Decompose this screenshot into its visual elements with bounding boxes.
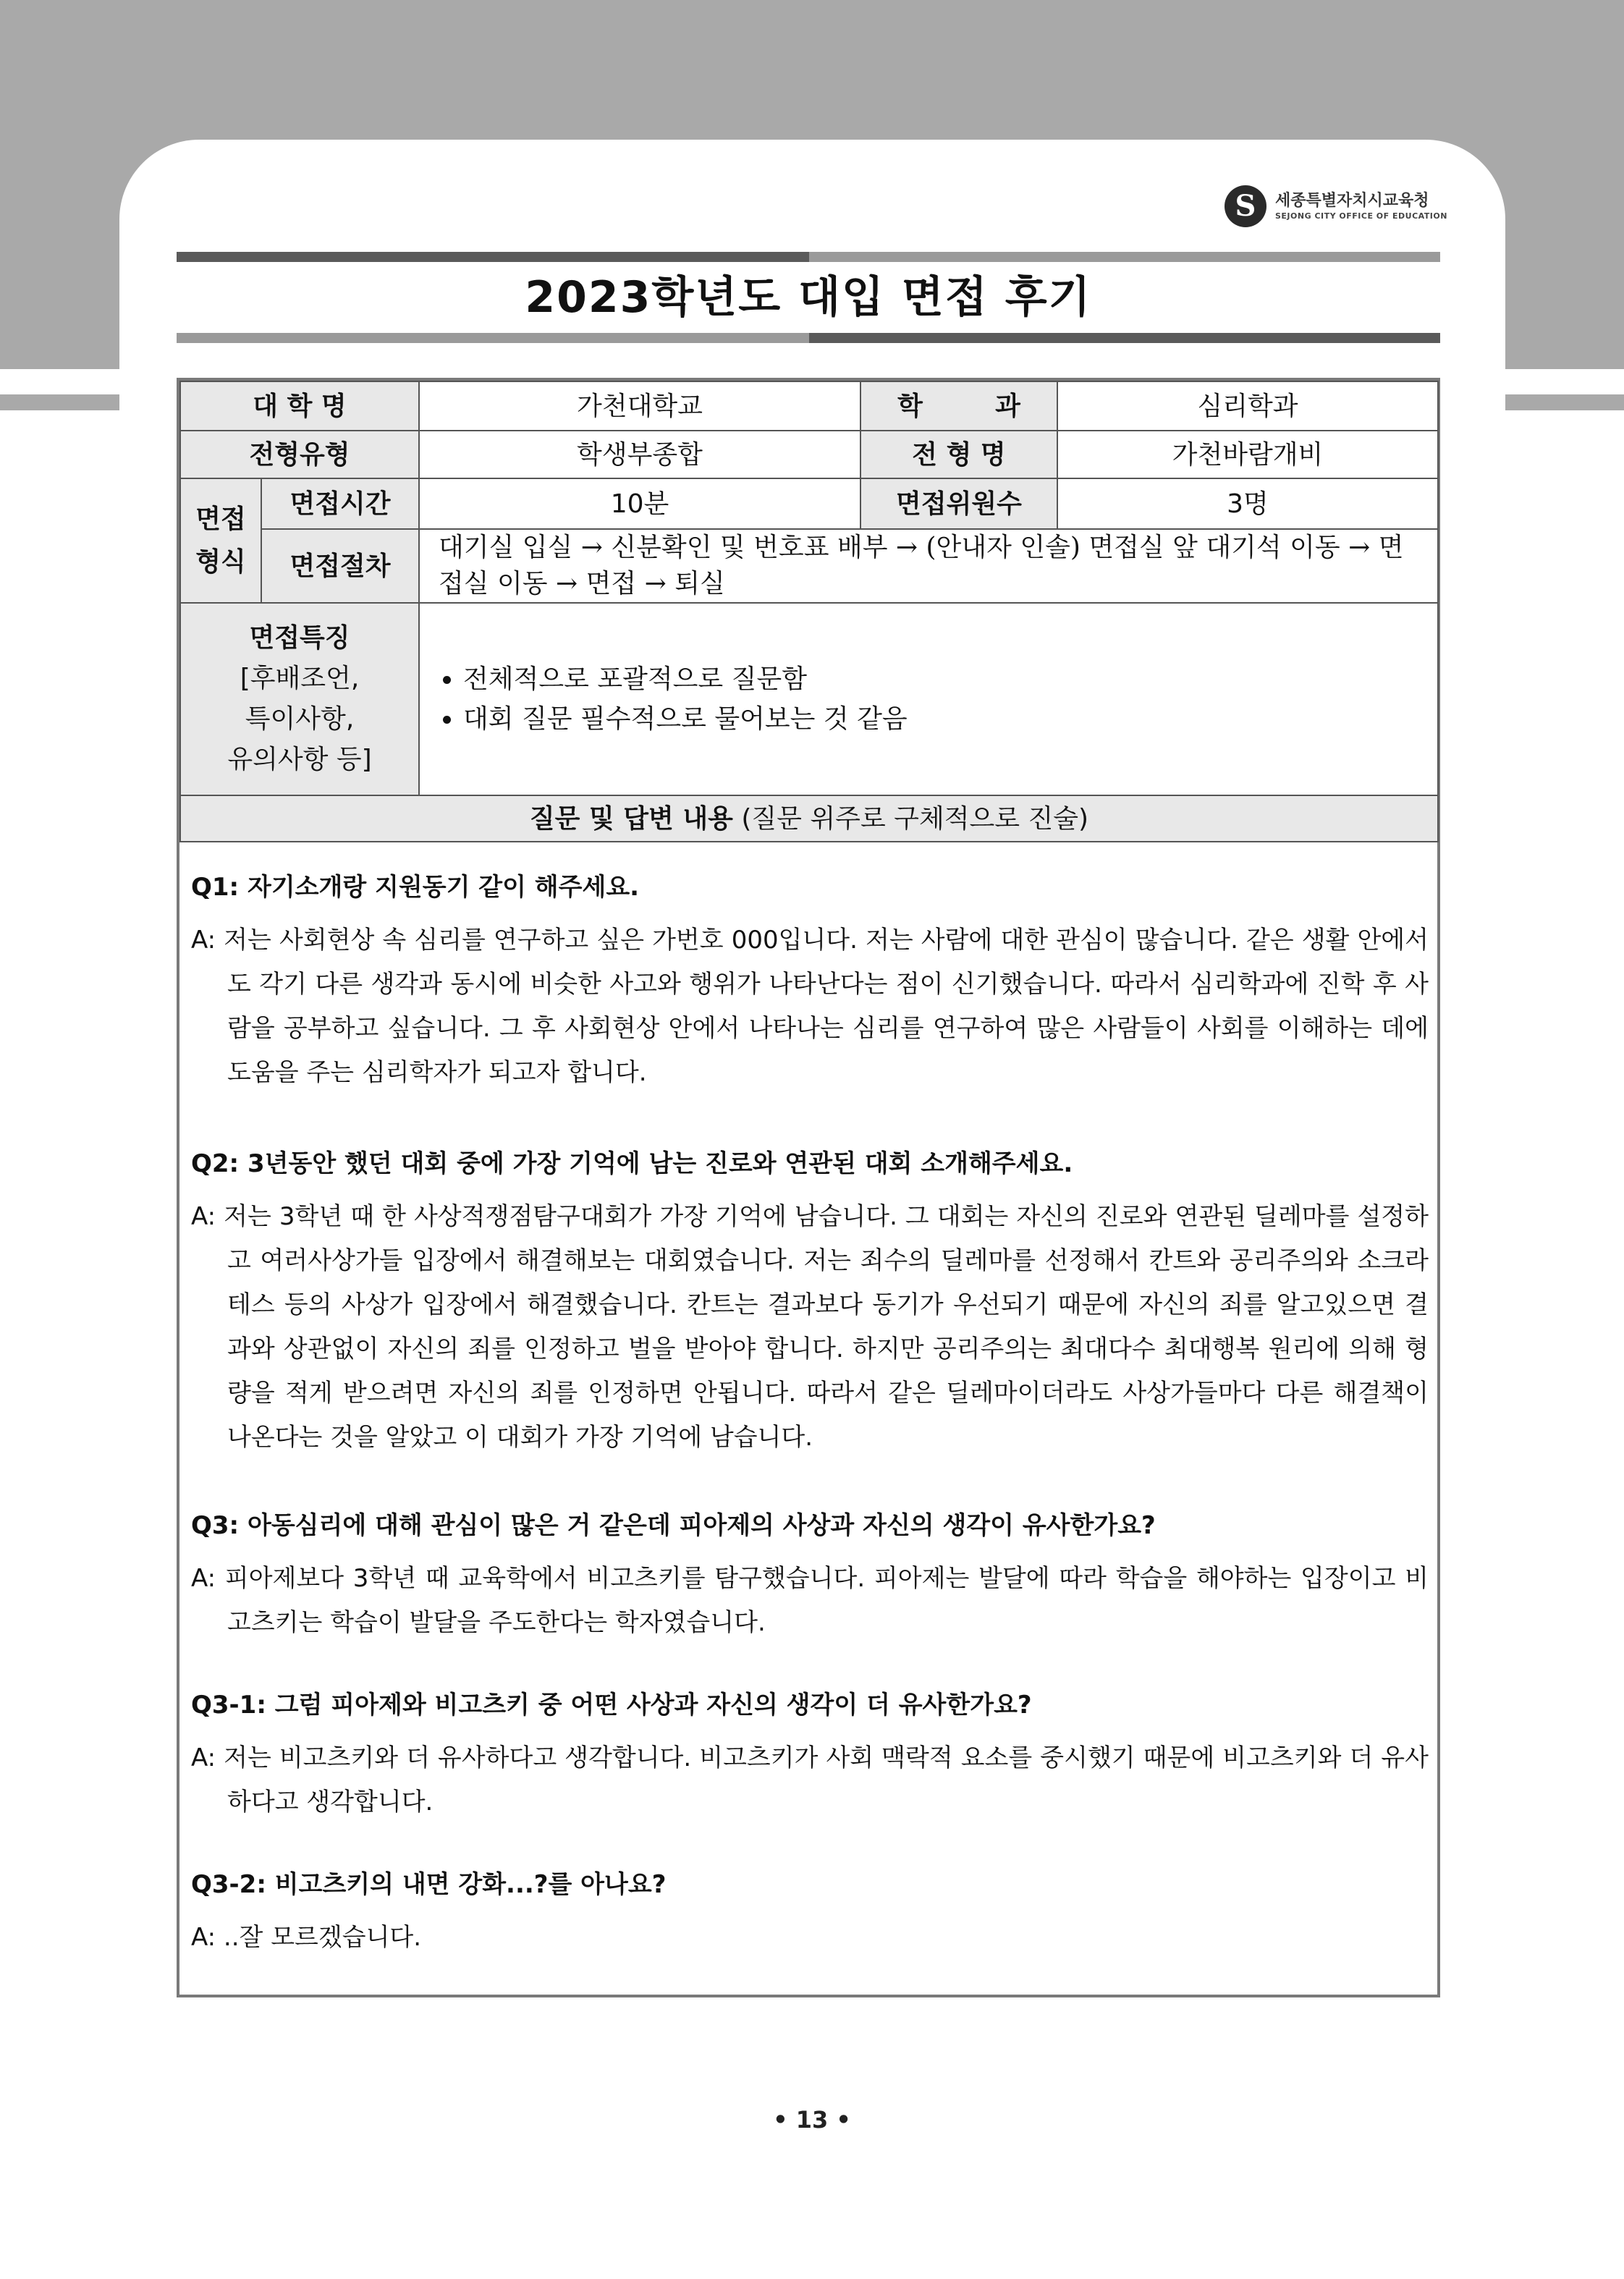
row-features xyxy=(180,603,1438,795)
qa-item-4 xyxy=(191,1685,1429,1825)
row-interview-time xyxy=(180,478,1438,529)
features-label-line1: 면접특징 xyxy=(249,623,350,653)
format-label-line1: 면접 xyxy=(195,504,246,534)
question-4: Q3-1: 그럼 피아제와 비고츠키 중 어떤 사상과 자신의 생각이 더 유사한가요? xyxy=(191,1691,1032,1720)
department-label: 학 과 xyxy=(860,381,1057,431)
answer-2: A: 저는 3학년 때 한 사상적쟁점탐구대회가 가장 기억에 남습니다. 그 대회는 자신의 진로와 연관된 딜레마를 설정하고 여러사상가들 입장에서 해결해보는 대회였습니다. 저는 죄수의 딜레마를 선정해서 칸트와 공리주의와 소크라테스 등의 사상가 입장에서 해결했습니다. 칸트는 결과보다 동기가 우선되기 때문에 자신의 죄를 알고있으면 결과와 상관없이 자신의 죄를 인정하고 벌을 받아야 합니다. 하지만 공리주의는 최대다수 최대행복 원리에 의해 형량을 적게 받으려면 자신의 죄를 인정하면 안됩니다. 따라서 같은 딜레마이더라도 사상가들마다 다른 해결책이 나온다는 것을 알았고 이 대회가 가장 기억에 남습니다. xyxy=(191,1202,1429,1452)
answer-4: A: 저는 비고츠키와 더 유사하다고 생각합니다. 비고츠키가 사회 맥락적 요소를 중시했기 때문에 비고츠키와 더 유사하다고 생각합니다. xyxy=(191,1743,1429,1817)
page-title: 2023학년도 대입 면접 후기 xyxy=(525,272,1092,323)
features-label-line4: 유의사항 등] xyxy=(227,745,372,774)
row-university xyxy=(180,381,1438,431)
features-list xyxy=(420,663,1437,735)
qa-header-bold: 질문 및 답변 내용 xyxy=(529,803,733,834)
right-side-rule xyxy=(1505,394,1624,410)
procedure-label: 면접절차 xyxy=(261,529,419,603)
qa-item-1 xyxy=(191,867,1429,1095)
sejong-emblem-icon: S xyxy=(1225,185,1266,227)
university-label: 대 학 명 xyxy=(180,381,419,431)
format-label xyxy=(180,478,261,603)
interviewers-label: 면접위원수 xyxy=(860,478,1057,529)
page-number: • 13 • xyxy=(773,2106,851,2134)
qa-header-rest: (질문 위주로 구체적으로 진술) xyxy=(732,803,1089,834)
qa-item-2 xyxy=(191,1143,1429,1460)
row-procedure xyxy=(180,529,1438,603)
features-value xyxy=(419,603,1438,795)
qa-item-3 xyxy=(191,1505,1429,1645)
admission-name-value: 가천바람개비 xyxy=(1057,431,1438,478)
answer-3: A: 피아제보다 3학년 때 교육학에서 비고츠키를 탐구했습니다. 피아제는 발달에 따라 학습을 해야하는 입장이고 비고츠키는 학습이 발달을 주도한다는 학자였습니다. xyxy=(191,1564,1429,1637)
row-qa-header xyxy=(180,795,1438,842)
question-3: Q3: 아동심리에 대해 관심이 많은 거 같은데 피아제의 사상과 자신의 생각이 유사한가요? xyxy=(191,1511,1156,1540)
format-label-line2: 형식 xyxy=(195,547,246,577)
features-label-line2: [후배조언, xyxy=(240,664,360,693)
admission-name-label: 전 형 명 xyxy=(860,431,1057,478)
procedure-value: 대기실 입실 → 신분확인 및 번호표 배부 → (안내자 인솔) 면접실 앞 대기석 이동 → 면접실 이동 → 면접 → 퇴실 xyxy=(419,529,1438,603)
sejong-education-logo xyxy=(1225,185,1449,230)
logo-name-korean: 세종특별자치시교육청 xyxy=(1275,192,1429,210)
qa-section-header xyxy=(180,795,1438,842)
features-label-line3: 특이사항, xyxy=(245,704,355,734)
answer-5: A: ..잘 모르겠습니다. xyxy=(191,1923,422,1952)
time-value: 10분 xyxy=(419,478,860,529)
department-value: 심리학과 xyxy=(1057,381,1438,431)
features-label xyxy=(180,603,419,795)
answer-1: A: 저는 사회현상 속 심리를 연구하고 싶은 가번호 000입니다. 저는 사람에 대한 관심이 많습니다. 같은 생활 안에서도 각기 다른 생각과 동시에 비슷한 사고와 행위가 나타난다는 점이 신기했습니다. 따라서 심리학과에 진학 후 사람을 공부하고 싶습니다. 그 후 사회현상 안에서 나타나는 심리를 연구하여 많은 사람들이 사회를 이해하는 데에 도움을 주는 심리학자가 되고자 합니다. xyxy=(191,926,1429,1087)
row-admission xyxy=(180,431,1438,478)
qa-item-5 xyxy=(191,1864,1429,1960)
title-rule-bottom-light xyxy=(177,333,809,343)
title-rule-top-dark xyxy=(177,252,809,262)
logo-name-english: SEJONG CITY OFFICE OF EDUCATION xyxy=(1275,211,1447,221)
question-2: Q2: 3년동안 했던 대회 중에 가장 기억에 남는 진로와 연관된 대회 소개해주세요. xyxy=(191,1149,1073,1178)
admission-type-label: 전형유형 xyxy=(180,431,419,478)
left-side-rule xyxy=(0,394,119,410)
question-1: Q1: 자기소개랑 지원동기 같이 해주세요. xyxy=(191,873,640,902)
time-label: 면접시간 xyxy=(261,478,419,529)
feature-item: • 전체적으로 포괄적으로 질문함 xyxy=(463,663,1437,695)
title-rule-top-light xyxy=(809,252,1440,262)
university-value: 가천대학교 xyxy=(419,381,860,431)
interviewers-value: 3명 xyxy=(1057,478,1438,529)
admission-type-value: 학생부종합 xyxy=(419,431,860,478)
title-rule-bottom-dark xyxy=(809,333,1440,343)
interview-info-table xyxy=(179,381,1439,842)
question-5: Q3-2: 비고츠키의 내면 강화...?를 아나요? xyxy=(191,1870,667,1899)
feature-item: • 대회 질문 필수적으로 물어보는 것 같음 xyxy=(463,703,1437,735)
